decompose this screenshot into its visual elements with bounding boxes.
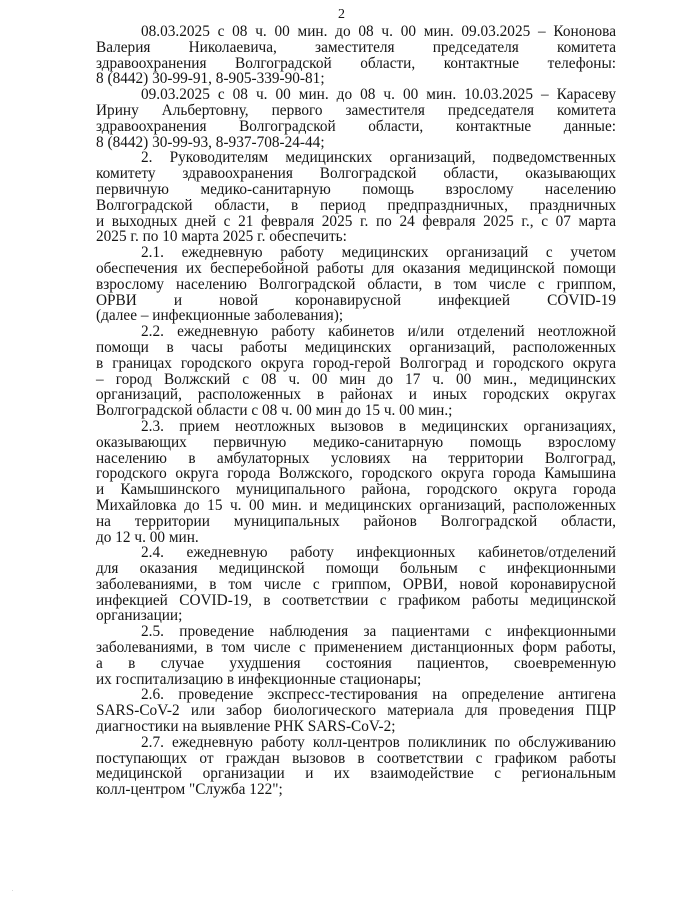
- paragraph-section-2: [96, 150, 616, 245]
- text-line: SARS-CoV-2 или забор биологического материала для проведения ПЦР: [96, 702, 616, 720]
- text-line: и выходных дней с 21 февраля 2025 г. по 24 февраля 2025 г., с 07 марта: [96, 212, 616, 230]
- paragraph-item-2-2: [96, 324, 616, 419]
- paragraph-duty-karaseva: [96, 87, 616, 150]
- text-line: до 12 ч. 00 мин.: [96, 528, 199, 546]
- text-line: а в случае ухудшения состояния пациентов, своевременную: [96, 654, 616, 672]
- text-line: комитету здравоохранения Волгоградской области, оказывающих: [96, 165, 616, 183]
- page-number: 2: [338, 7, 345, 22]
- scan-artifact: [12, 890, 13, 891]
- text-line: Михайловка до 15 ч. 00 мин. и медицинских организаций, расположенных: [96, 496, 616, 514]
- text-line: 2.1. ежедневную работу медицинских организаций с учетом: [141, 244, 616, 262]
- text-line: 09.03.2025 с 08 ч. 00 мин. до 08 ч. 00 мин. 10.03.2025 – Карасеву: [141, 86, 616, 104]
- text-line: 2.4. ежедневную работу инфекционных кабинетов/отделений: [141, 544, 616, 562]
- text-line: заболеваниями, в том числе с гриппом, ОРВИ, новой коронавирусной: [96, 575, 616, 593]
- paragraph-item-2-1: [96, 245, 616, 324]
- text-line: 2. Руководителям медицинских организаций, подведомственных: [141, 149, 616, 167]
- text-line: 2025 г. по 10 марта 2025 г. обеспечить:: [96, 228, 347, 246]
- text-line: организаций, расположенных в районах и иных городских округах: [96, 386, 616, 404]
- text-line: взрослому населению Волгоградской области, в том числе с гриппом,: [96, 275, 616, 293]
- document-body: [96, 24, 616, 798]
- paragraph-item-2-6: [96, 687, 616, 734]
- text-line: городского округа города Волжского, городского округа города Камышина: [96, 465, 616, 483]
- text-line: – город Волжский с 08 ч. 00 мин до 17 ч. 00 мин., медицинских: [96, 370, 616, 388]
- paragraph-item-2-5: [96, 624, 616, 687]
- text-line: помощи в часы работы медицинских организаций, расположенных: [96, 338, 616, 356]
- paragraph-item-2-7: [96, 735, 616, 798]
- text-line: в границах городского округа город-герой Волгоград и городского округа: [96, 354, 616, 372]
- text-line: населению в амбулаторных условиях на территории Волгоград,: [96, 449, 616, 467]
- text-line: Валерия Николаевича, заместителя председателя комитета: [96, 38, 616, 56]
- text-line: Волгоградской области с 08 ч. 00 мин до 15 ч. 00 мин.;: [96, 402, 453, 420]
- text-line: 08.03.2025 с 08 ч. 00 мин. до 08 ч. 00 мин. 09.03.2025 – Кононова: [141, 23, 616, 40]
- text-line: диагностики на выявление РНК SARS-CoV-2;: [96, 718, 396, 736]
- text-line: заболеваниями, в том числе с применением дистанционных форм работы,: [96, 639, 616, 657]
- text-line: ОРВИ и новой коронавирусной инфекцией COVID-19: [96, 291, 616, 309]
- text-line: колл-центром "Служба 122";: [96, 781, 283, 799]
- text-line: их госпитализацию в инфекционные стационары;: [96, 670, 422, 688]
- text-line: 2.3. прием неотложных вызовов в медицинских организациях,: [141, 417, 616, 435]
- text-line: обеспечения их бесперебойной работы для оказания медицинской помощи: [96, 259, 616, 277]
- text-line: 8 (8442) 30-99-93, 8-937-708-24-44;: [96, 133, 325, 151]
- text-line: организации;: [96, 607, 183, 625]
- text-line: (далее – инфекционные заболевания);: [96, 307, 344, 325]
- paragraph-item-2-4: [96, 545, 616, 624]
- text-line: и Камышинского муниципального района, городского округа города: [96, 481, 616, 499]
- text-line: здравоохранения Волгоградской области, контактные данные:: [96, 117, 616, 135]
- text-line: 2.6. проведение экспресс-тестирования на определение антигена: [141, 686, 616, 704]
- text-line: 2.7. ежедневную работу колл-центров поликлиник по обслуживанию: [141, 733, 616, 751]
- text-line: первичную медико-санитарную помощь взрослому населению: [96, 180, 616, 198]
- text-line: для оказания медицинской помощи больным с инфекционными: [96, 560, 616, 578]
- text-line: здравоохранения Волгоградской области, контактные телефоны:: [96, 54, 616, 72]
- text-line: 2.5. проведение наблюдения за пациентами с инфекционными: [141, 623, 616, 641]
- text-line: 2.2. ежедневную работу кабинетов и/или отделений неотложной: [141, 323, 616, 341]
- text-line: 8 (8442) 30-99-91, 8-905-339-90-81;: [96, 70, 325, 88]
- paragraph-duty-kononov: [96, 24, 616, 87]
- text-line: Ирину Альбертовну, первого заместителя председателя комитета: [96, 101, 616, 119]
- text-line: оказывающих первичную медико-санитарную помощь взрослому: [96, 433, 616, 451]
- text-line: поступающих от граждан вызовов в соответствии с графиком работы: [96, 749, 616, 767]
- text-line: инфекцией COVID-19, в соответствии с графиком работы медицинской: [96, 591, 616, 609]
- text-line: на территории муниципальных районов Волгоградской области,: [96, 512, 616, 530]
- paragraph-item-2-3: [96, 419, 616, 545]
- text-line: медицинской организации и их взаимодействие с региональным: [96, 765, 616, 783]
- text-line: Волгоградской области, в период предпраздничных, праздничных: [96, 196, 616, 214]
